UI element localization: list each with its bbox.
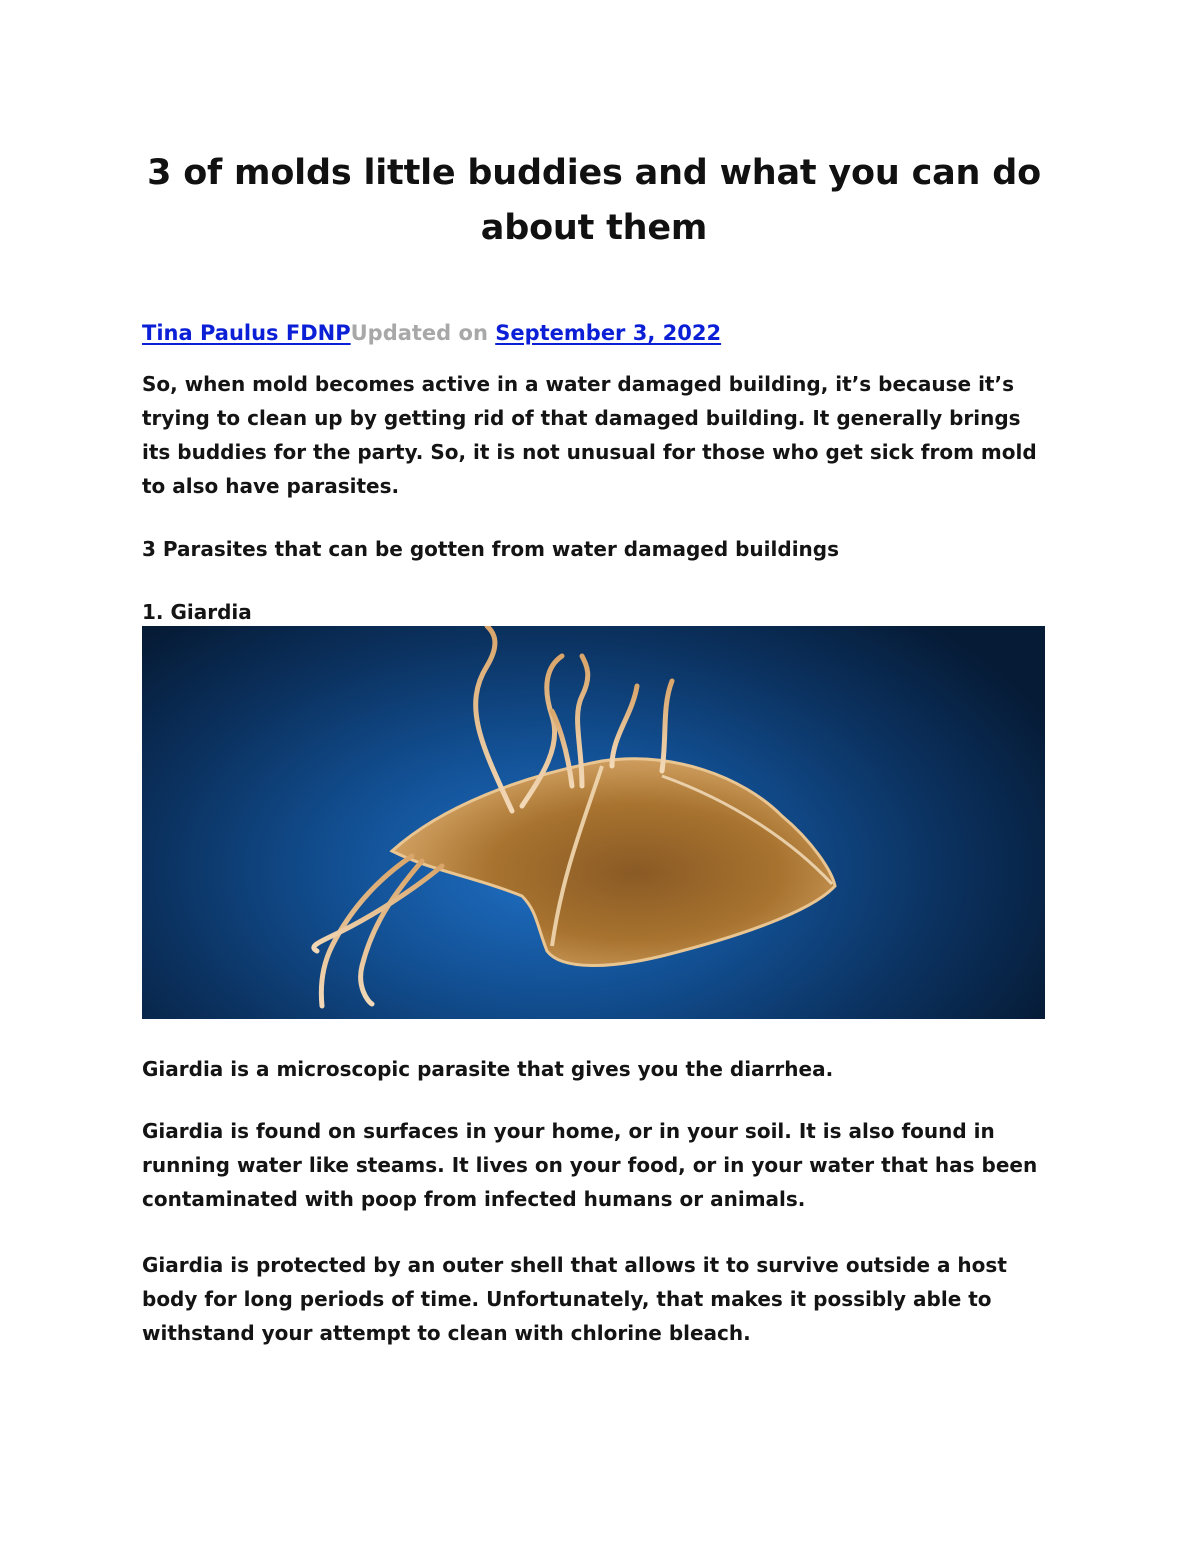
flagellum-7	[321, 856, 412, 1006]
giardia-heading: 1. Giardia	[142, 600, 252, 624]
section-subheading: 3 Parasites that can be gotten from water damaged buildings	[142, 537, 840, 561]
giardia-paragraph-1: Giardia is a microscopic parasite that gives you the diarrhea.	[142, 1057, 834, 1081]
flagellum-8	[361, 861, 422, 1004]
updated-label: Updated on	[350, 321, 488, 345]
flagellum-9	[314, 866, 442, 951]
author-link[interactable]: Tina Paulus FDNP	[142, 321, 351, 345]
intro-paragraph: So, when mold becomes active in a water damaged building, it’s because it’s trying to clean up by getting rid of that damaged building. It generally brings its buddies for the party. So, it is not unusual for those who get sick from mold to also have parasites.	[142, 372, 1037, 498]
flagellum-6	[662, 681, 672, 771]
giardia-illustration	[142, 626, 1045, 1019]
giardia-image	[142, 626, 1045, 1019]
giardia-paragraph-3: Giardia is protected by an outer shell that allows it to survive outside a host body for long periods of time. Unfortunately, that makes it possibly able to withstand your attempt to clean with chlorine bleach.	[142, 1253, 1007, 1345]
flagellum-5	[612, 686, 637, 766]
article-title: 3 of molds little buddies and what you can do about them	[147, 153, 1041, 248]
byline	[142, 318, 721, 348]
date-link[interactable]: September 3, 2022	[495, 321, 722, 345]
giardia-paragraph-2: Giardia is found on surfaces in your home, or in your soil. It is also found in running water like steams. It lives on your food, or in your water that has been contaminated with poop from infected humans or animals.	[142, 1119, 1038, 1211]
parasite-body	[392, 759, 835, 966]
flagellum-1	[476, 626, 512, 811]
